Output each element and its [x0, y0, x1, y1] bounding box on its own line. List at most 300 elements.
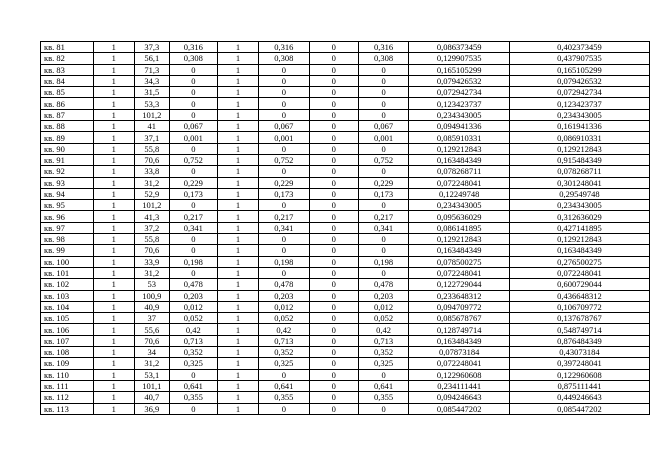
table-cell: 31,2: [134, 177, 169, 188]
table-cell: 1: [93, 222, 134, 233]
table-row: [41, 290, 650, 301]
table-cell: 1: [93, 98, 134, 109]
table-cell: 0: [309, 301, 358, 312]
table-cell: 1: [217, 53, 258, 64]
table-cell: 1: [217, 42, 258, 53]
table-cell: 0: [169, 403, 217, 414]
table-cell: 1: [93, 392, 134, 403]
table-cell: 101,2: [134, 200, 169, 211]
table-cell: 0,234343005: [509, 200, 649, 211]
table-cell: 0,078268711: [509, 166, 649, 177]
apartment-label-cell: кв. 101: [41, 267, 94, 278]
table-row: [41, 98, 650, 109]
apartment-label-cell: кв. 94: [41, 188, 94, 199]
table-cell: 0,198: [169, 256, 217, 267]
table-cell: 0: [258, 369, 309, 380]
table-cell: 33,9: [134, 256, 169, 267]
table-cell: 1: [93, 200, 134, 211]
apartment-label-cell: кв. 90: [41, 143, 94, 154]
table-cell: 31,5: [134, 87, 169, 98]
table-cell: 0,072942734: [509, 87, 649, 98]
table-cell: 0,122729044: [409, 279, 509, 290]
table-cell: 0,161941336: [509, 121, 649, 132]
table-cell: 0: [358, 369, 409, 380]
table-cell: 0: [169, 109, 217, 120]
table-row: [41, 358, 650, 369]
table-cell: 0,915484349: [509, 154, 649, 165]
table-cell: 0,352: [358, 347, 409, 358]
table-cell: 0,085447202: [409, 403, 509, 414]
table-cell: 0: [169, 200, 217, 211]
table-cell: 1: [217, 369, 258, 380]
table-cell: 0: [309, 143, 358, 154]
table-cell: 0: [169, 75, 217, 86]
table-cell: 0,067: [358, 121, 409, 132]
table-cell: 0,276500275: [509, 256, 649, 267]
table-cell: 0,122960608: [509, 369, 649, 380]
table-cell: 0: [358, 143, 409, 154]
table-cell: 0,312636029: [509, 211, 649, 222]
table-row: [41, 403, 650, 414]
table-cell: 0: [309, 42, 358, 53]
table-cell: 1: [93, 211, 134, 222]
table-cell: 1: [217, 109, 258, 120]
table-cell: 0,086910331: [509, 132, 649, 143]
table-cell: 0,085678767: [409, 313, 509, 324]
table-cell: 36,9: [134, 403, 169, 414]
table-cell: 0,402373459: [509, 42, 649, 53]
table-cell: 1: [93, 301, 134, 312]
table-cell: 0,07873184: [409, 347, 509, 358]
table-cell: 0,449246643: [509, 392, 649, 403]
table-cell: 0: [169, 234, 217, 245]
table-row: [41, 222, 650, 233]
table-row: [41, 154, 650, 165]
table-row: [41, 392, 650, 403]
table-row: [41, 188, 650, 199]
table-cell: 0,095636029: [409, 211, 509, 222]
table-cell: 1: [93, 132, 134, 143]
apartment-data-table: [40, 41, 650, 415]
table-cell: 0: [309, 245, 358, 256]
table-row: [41, 369, 650, 380]
table-cell: 33,8: [134, 166, 169, 177]
table-row: [41, 234, 650, 245]
table-cell: 1: [93, 267, 134, 278]
table-cell: 0,12249748: [409, 188, 509, 199]
apartment-label-cell: кв. 82: [41, 53, 94, 64]
table-cell: 0,085910331: [409, 132, 509, 143]
table-row: [41, 211, 650, 222]
table-cell: 0,308: [358, 53, 409, 64]
table-cell: 1: [217, 290, 258, 301]
table-cell: 101,1: [134, 380, 169, 391]
table-row: [41, 121, 650, 132]
table-cell: 1: [93, 256, 134, 267]
table-cell: 0,072248041: [409, 177, 509, 188]
table-cell: 0,129907535: [409, 53, 509, 64]
table-row: [41, 53, 650, 64]
table-cell: 0,437907535: [509, 53, 649, 64]
table-cell: 0,094709772: [409, 301, 509, 312]
table-cell: 0,052: [258, 313, 309, 324]
table-cell: 0: [169, 267, 217, 278]
table-cell: 1: [217, 279, 258, 290]
table-cell: 0: [169, 166, 217, 177]
table-cell: 0,600729044: [509, 279, 649, 290]
table-row: [41, 380, 650, 391]
table-cell: 0,067: [258, 121, 309, 132]
table-cell: 1: [217, 211, 258, 222]
table-cell: 31,2: [134, 358, 169, 369]
table-cell: 0: [258, 98, 309, 109]
table-cell: 0,203: [169, 290, 217, 301]
table-cell: 0,875111441: [509, 380, 649, 391]
table-cell: 0: [358, 109, 409, 120]
table-row: [41, 177, 650, 188]
table-cell: 0,012: [169, 301, 217, 312]
table-cell: 0: [309, 132, 358, 143]
table-cell: 1: [217, 143, 258, 154]
apartment-label-cell: кв. 99: [41, 245, 94, 256]
table-cell: 0: [258, 234, 309, 245]
table-cell: 37,1: [134, 132, 169, 143]
table-row: [41, 245, 650, 256]
table-cell: 0: [358, 75, 409, 86]
table-cell: 0,067: [169, 121, 217, 132]
table-cell: 0: [309, 200, 358, 211]
table-cell: 0: [169, 143, 217, 154]
apartment-label-cell: кв. 89: [41, 132, 94, 143]
apartment-label-cell: кв. 108: [41, 347, 94, 358]
table-cell: 0: [258, 143, 309, 154]
table-cell: 0,316: [169, 42, 217, 53]
table-cell: 70,6: [134, 335, 169, 346]
table-cell: 0,123423737: [509, 98, 649, 109]
table-cell: 1: [93, 234, 134, 245]
table-cell: 0,217: [258, 211, 309, 222]
table-cell: 1: [217, 177, 258, 188]
apartment-label-cell: кв. 112: [41, 392, 94, 403]
table-cell: 0: [309, 154, 358, 165]
table-cell: 0,308: [258, 53, 309, 64]
table-cell: 1: [217, 200, 258, 211]
table-cell: 0: [169, 64, 217, 75]
table-cell: 1: [217, 358, 258, 369]
table-cell: 0,752: [258, 154, 309, 165]
table-cell: 1: [93, 369, 134, 380]
table-cell: 0: [309, 369, 358, 380]
table-cell: 0: [309, 290, 358, 301]
table-cell: 0,129212843: [409, 143, 509, 154]
table-cell: 1: [93, 75, 134, 86]
table-cell: 0,203: [258, 290, 309, 301]
table-cell: 0,325: [358, 358, 409, 369]
table-cell: 0,079426532: [409, 75, 509, 86]
table-cell: 0: [309, 188, 358, 199]
table-cell: 0,548749714: [509, 324, 649, 335]
table-cell: 40,9: [134, 301, 169, 312]
table-cell: 0: [358, 267, 409, 278]
table-cell: 0,355: [258, 392, 309, 403]
table-cell: 0,234343005: [509, 109, 649, 120]
table-cell: 0,352: [169, 347, 217, 358]
table-cell: 1: [217, 222, 258, 233]
table-cell: 0,752: [169, 154, 217, 165]
table-cell: 1: [93, 121, 134, 132]
table-cell: 1: [93, 403, 134, 414]
table-cell: 0,229: [358, 177, 409, 188]
table-cell: 0,355: [169, 392, 217, 403]
table-row: [41, 75, 650, 86]
table-row: [41, 109, 650, 120]
table-cell: 41,3: [134, 211, 169, 222]
table-cell: 0,001: [258, 132, 309, 143]
table-cell: 1: [93, 290, 134, 301]
apartment-label-cell: кв. 98: [41, 234, 94, 245]
table-cell: 0,713: [169, 335, 217, 346]
table-cell: 1: [93, 154, 134, 165]
table-cell: 0,301248041: [509, 177, 649, 188]
table-cell: 0,217: [358, 211, 409, 222]
table-cell: 1: [217, 245, 258, 256]
table-cell: 1: [93, 335, 134, 346]
table-cell: 0: [309, 380, 358, 391]
table-cell: 0,079426532: [509, 75, 649, 86]
table-cell: 0,163484349: [409, 154, 509, 165]
table-cell: 0: [258, 245, 309, 256]
apartment-label-cell: кв. 84: [41, 75, 94, 86]
table-cell: 0,229: [169, 177, 217, 188]
table-cell: 0,078500275: [409, 256, 509, 267]
table-cell: 0: [309, 211, 358, 222]
table-cell: 0,086141895: [409, 222, 509, 233]
table-cell: 0,085447202: [509, 403, 649, 414]
table-cell: 0,427141895: [509, 222, 649, 233]
table-cell: 0: [358, 98, 409, 109]
table-cell: 1: [93, 166, 134, 177]
table-cell: 0,129212843: [509, 143, 649, 154]
table-cell: 0,876484349: [509, 335, 649, 346]
table-cell: 0,163484349: [409, 335, 509, 346]
table-cell: 0,29549748: [509, 188, 649, 199]
table-cell: 1: [217, 347, 258, 358]
apartment-label-cell: кв. 95: [41, 200, 94, 211]
table-cell: 0: [258, 109, 309, 120]
table-cell: 0,072942734: [409, 87, 509, 98]
table-cell: 0: [309, 222, 358, 233]
table-cell: 1: [93, 380, 134, 391]
table-cell: 1: [93, 245, 134, 256]
table-cell: 1: [93, 53, 134, 64]
table-cell: 0,001: [169, 132, 217, 143]
table-cell: 0,072248041: [409, 358, 509, 369]
table-cell: 71,3: [134, 64, 169, 75]
apartment-label-cell: кв. 104: [41, 301, 94, 312]
table-cell: 0: [169, 87, 217, 98]
table-cell: 0: [258, 87, 309, 98]
table-cell: 1: [217, 392, 258, 403]
table-cell: 0,106709772: [509, 301, 649, 312]
table-cell: 0,234343005: [409, 200, 509, 211]
table-cell: 101,2: [134, 109, 169, 120]
table-cell: 0,198: [358, 256, 409, 267]
table-cell: 1: [217, 75, 258, 86]
table-row: [41, 166, 650, 177]
apartment-label-cell: кв. 81: [41, 42, 94, 53]
table-row: [41, 347, 650, 358]
apartment-label-cell: кв. 111: [41, 380, 94, 391]
table-cell: 0,341: [258, 222, 309, 233]
table-cell: 0,752: [358, 154, 409, 165]
table-cell: 0: [309, 313, 358, 324]
table-cell: 0: [358, 234, 409, 245]
table-cell: 0,42: [169, 324, 217, 335]
apartment-label-cell: кв. 93: [41, 177, 94, 188]
table-cell: 0: [309, 392, 358, 403]
table-cell: 34: [134, 347, 169, 358]
table-row: [41, 87, 650, 98]
table-cell: 0: [358, 64, 409, 75]
table-cell: 1: [93, 87, 134, 98]
table-cell: 0: [258, 200, 309, 211]
table-cell: 1: [93, 42, 134, 53]
table-cell: 0: [358, 200, 409, 211]
table-cell: 0: [309, 256, 358, 267]
table-cell: 0,173: [169, 188, 217, 199]
table-cell: 0: [258, 64, 309, 75]
table-cell: 0,308: [169, 53, 217, 64]
table-cell: 53,3: [134, 98, 169, 109]
table-cell: 0,173: [258, 188, 309, 199]
table-cell: 53,1: [134, 369, 169, 380]
table-cell: 55,8: [134, 143, 169, 154]
table-cell: 0,229: [258, 177, 309, 188]
table-cell: 1: [217, 154, 258, 165]
apartment-label-cell: кв. 106: [41, 324, 94, 335]
table-cell: 0,316: [258, 42, 309, 53]
table-cell: 0,012: [358, 301, 409, 312]
table-cell: 0,355: [358, 392, 409, 403]
table-cell: 0,234343005: [409, 109, 509, 120]
apartment-label-cell: кв. 85: [41, 87, 94, 98]
table-body: [41, 42, 650, 415]
table-cell: 0,43073184: [509, 347, 649, 358]
table-cell: 1: [217, 324, 258, 335]
table-cell: 0,001: [358, 132, 409, 143]
table-cell: 0,052: [169, 313, 217, 324]
table-cell: 0,478: [258, 279, 309, 290]
table-cell: 0: [309, 358, 358, 369]
table-cell: 37: [134, 313, 169, 324]
table-cell: 0,072248041: [409, 267, 509, 278]
table-cell: 0,478: [358, 279, 409, 290]
apartment-label-cell: кв. 105: [41, 313, 94, 324]
table-cell: 70,6: [134, 245, 169, 256]
table-cell: 1: [93, 177, 134, 188]
table-row: [41, 143, 650, 154]
table-cell: 0,478: [169, 279, 217, 290]
table-cell: 1: [217, 98, 258, 109]
table-row: [41, 313, 650, 324]
table-row: [41, 335, 650, 346]
table-cell: 1: [217, 380, 258, 391]
table-cell: 0: [309, 109, 358, 120]
apartment-label-cell: кв. 100: [41, 256, 94, 267]
table-cell: 0: [309, 267, 358, 278]
table-cell: 40,7: [134, 392, 169, 403]
table-cell: 0: [169, 369, 217, 380]
table-cell: 0,316: [358, 42, 409, 53]
table-cell: 0,086373459: [409, 42, 509, 53]
table-row: [41, 200, 650, 211]
table-cell: 0,641: [258, 380, 309, 391]
table-cell: 0,217: [169, 211, 217, 222]
apartment-label-cell: кв. 83: [41, 64, 94, 75]
table-cell: 0,122960608: [409, 369, 509, 380]
table-cell: 1: [217, 267, 258, 278]
table-cell: 0,165105299: [509, 64, 649, 75]
table-cell: 0: [309, 75, 358, 86]
table-cell: 1: [93, 324, 134, 335]
table-cell: 0: [309, 324, 358, 335]
table-cell: 0: [258, 403, 309, 414]
table-cell: 0: [309, 177, 358, 188]
table-cell: 0,713: [358, 335, 409, 346]
table-cell: 0,233648312: [409, 290, 509, 301]
table-cell: 0,203: [358, 290, 409, 301]
table-cell: 0,129212843: [409, 234, 509, 245]
table-cell: 0,123423737: [409, 98, 509, 109]
table-cell: 0,352: [258, 347, 309, 358]
table-cell: 1: [217, 313, 258, 324]
table-cell: 31,2: [134, 267, 169, 278]
table-cell: 34,3: [134, 75, 169, 86]
apartment-label-cell: кв. 96: [41, 211, 94, 222]
apartment-label-cell: кв. 110: [41, 369, 94, 380]
table-cell: 100,9: [134, 290, 169, 301]
table-cell: 53: [134, 279, 169, 290]
table-cell: 1: [93, 279, 134, 290]
table-cell: 0: [169, 245, 217, 256]
table-cell: 0,42: [258, 324, 309, 335]
table-cell: 1: [217, 64, 258, 75]
table-cell: 1: [93, 347, 134, 358]
table-row: [41, 279, 650, 290]
table-cell: 0: [358, 166, 409, 177]
table-row: [41, 132, 650, 143]
table-cell: 0: [309, 347, 358, 358]
table-cell: 0: [309, 166, 358, 177]
table-cell: 0: [358, 87, 409, 98]
table-cell: 0,341: [169, 222, 217, 233]
table-cell: 0,436648312: [509, 290, 649, 301]
table-cell: 0: [309, 279, 358, 290]
table-cell: 1: [217, 234, 258, 245]
table-cell: 1: [93, 358, 134, 369]
table-cell: 0: [309, 53, 358, 64]
table-cell: 0: [169, 98, 217, 109]
table-cell: 0,641: [358, 380, 409, 391]
table-row: [41, 42, 650, 53]
table-cell: 1: [217, 301, 258, 312]
table-cell: 52,9: [134, 188, 169, 199]
table-cell: 0,072248041: [509, 267, 649, 278]
table-cell: 0,052: [358, 313, 409, 324]
table-cell: 1: [217, 121, 258, 132]
table-cell: 1: [217, 188, 258, 199]
table-row: [41, 256, 650, 267]
